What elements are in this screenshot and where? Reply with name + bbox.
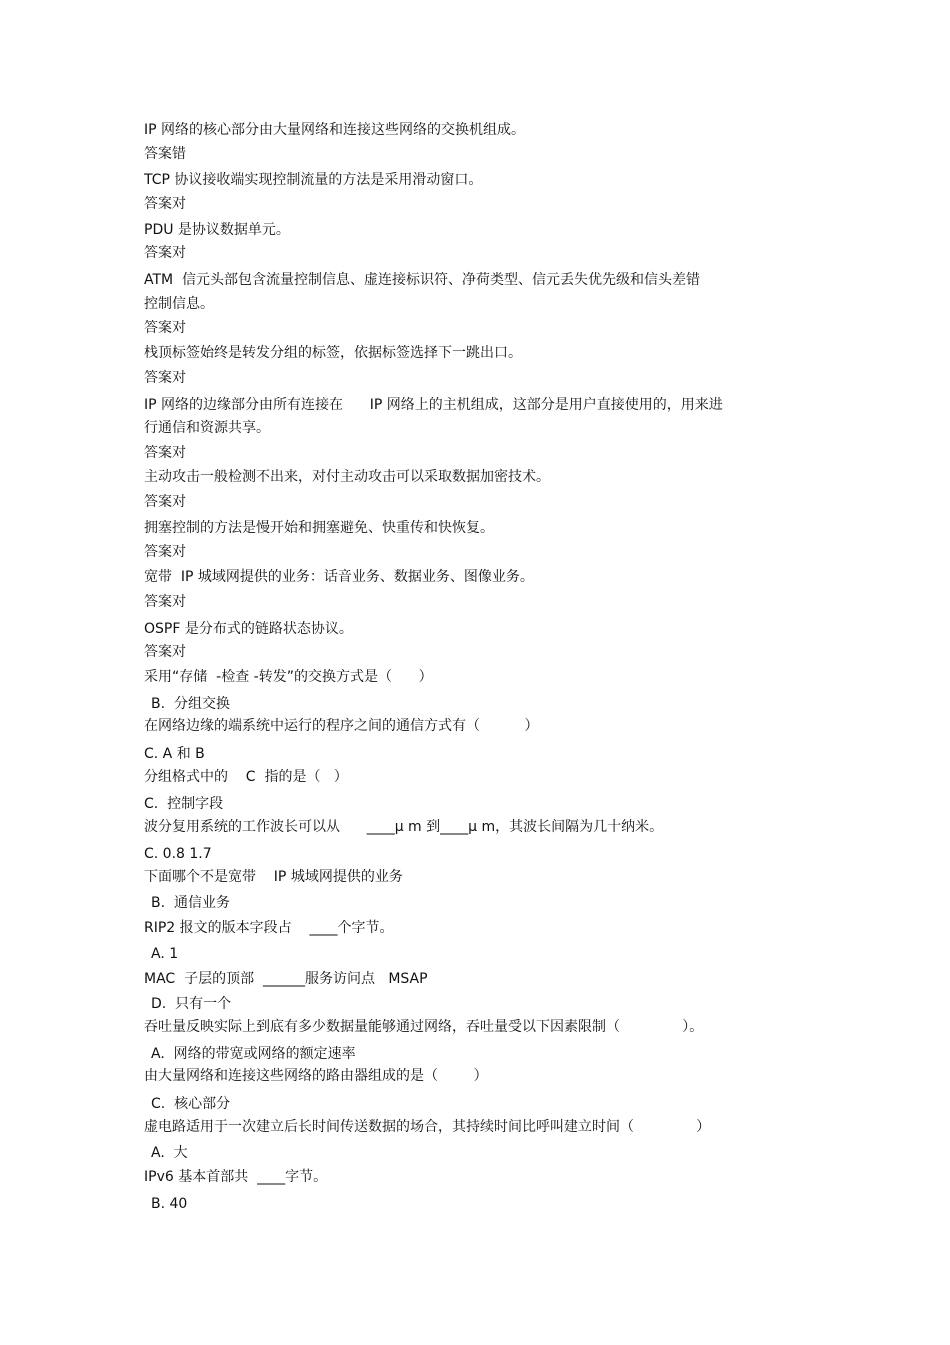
statement-line: 栈顶标签始终是转发分组的标签，依据标签选择下一跳出口。 xyxy=(144,345,522,361)
question-line: 在网络边缘的端系统中运行的程序之间的通信方式有（ ） xyxy=(144,718,539,734)
question-line: RIP2 报文的版本字段占 ____个字节。 xyxy=(144,920,394,936)
choice-line: A. 网络的带宽或网络的额定速率 xyxy=(151,1046,356,1062)
answer-line: 答案对 xyxy=(144,494,186,510)
answer-line: 答案对 xyxy=(144,644,186,660)
choice-line: B. 通信业务 xyxy=(151,895,230,911)
question-line: 采用“存储 -检查 -转发”的交换方式是（ ） xyxy=(144,669,433,685)
statement-line: 主动攻击一般检测不出来，对付主动攻击可以采取数据加密技术。 xyxy=(144,469,550,485)
choice-line: A. 1 xyxy=(151,946,179,962)
statement-line: ATM 信元头部包含流量控制信息、虚连接标识符、净荷类型、信元丢失优先级和信头差错 xyxy=(144,272,701,288)
choice-line: C. 0.8 1.7 xyxy=(144,846,212,862)
question-line: 下面哪个不是宽带 IP 城域网提供的业务 xyxy=(144,869,403,885)
statement-line: 拥塞控制的方法是慢开始和拥塞避免、快重传和快恢复。 xyxy=(144,520,494,536)
statement-line: IP 网络的边缘部分由所有连接在 IP 网络上的主机组成，这部分是用户直接使用的，用来进 xyxy=(144,397,723,413)
statement-line: OSPF 是分布式的链路状态协议。 xyxy=(144,621,353,637)
statement-line: 控制信息。 xyxy=(144,296,214,312)
choice-line: C. 核心部分 xyxy=(151,1096,231,1112)
choice-line: B. 40 xyxy=(151,1196,188,1212)
answer-line: 答案错 xyxy=(144,146,186,162)
answer-line: 答案对 xyxy=(144,320,186,336)
statement-line: 宽带 IP 城域网提供的业务：话音业务、数据业务、图像业务。 xyxy=(144,569,534,585)
choice-line: A. 大 xyxy=(151,1145,188,1161)
statement-line: IP 网络的核心部分由大量网络和连接这些网络的交换机组成。 xyxy=(144,122,526,138)
statement-line: 行通信和资源共享。 xyxy=(144,420,270,436)
question-line: 由大量网络和连接这些网络的路由器组成的是（ ） xyxy=(144,1068,488,1084)
choice-line: D. 只有一个 xyxy=(151,996,232,1012)
question-line: 虚电路适用于一次建立后长时间传送数据的场合，其持续时间比呼叫建立时间（ ） xyxy=(144,1119,711,1135)
statement-line: PDU 是协议数据单元。 xyxy=(144,222,290,238)
choice-line: B. 分组交换 xyxy=(151,696,230,712)
answer-line: 答案对 xyxy=(144,544,186,560)
choice-line: C. 控制字段 xyxy=(144,796,224,812)
answer-line: 答案对 xyxy=(144,594,186,610)
question-line: 分组格式中的 C 指的是（ ） xyxy=(144,769,348,785)
question-line: 波分复用系统的工作波长可以从 ____μ m 到____μ m，其波长间隔为几十纳米。 xyxy=(144,819,664,835)
statement-line: TCP 协议接收端实现控制流量的方法是采用滑动窗口。 xyxy=(144,172,483,188)
question-line: 吞吐量反映实际上到底有多少数据量能够通过网络，吞吐量受以下因素限制（ ）。 xyxy=(144,1019,704,1035)
answer-line: 答案对 xyxy=(144,445,186,461)
answer-line: 答案对 xyxy=(144,196,186,212)
question-line: MAC 子层的顶部 ______服务访问点 MSAP xyxy=(144,971,428,987)
choice-line: C. A 和 B xyxy=(144,746,205,762)
answer-line: 答案对 xyxy=(144,245,186,261)
question-line: IPv6 基本首部共 ____字节。 xyxy=(144,1169,328,1185)
answer-line: 答案对 xyxy=(144,370,186,386)
